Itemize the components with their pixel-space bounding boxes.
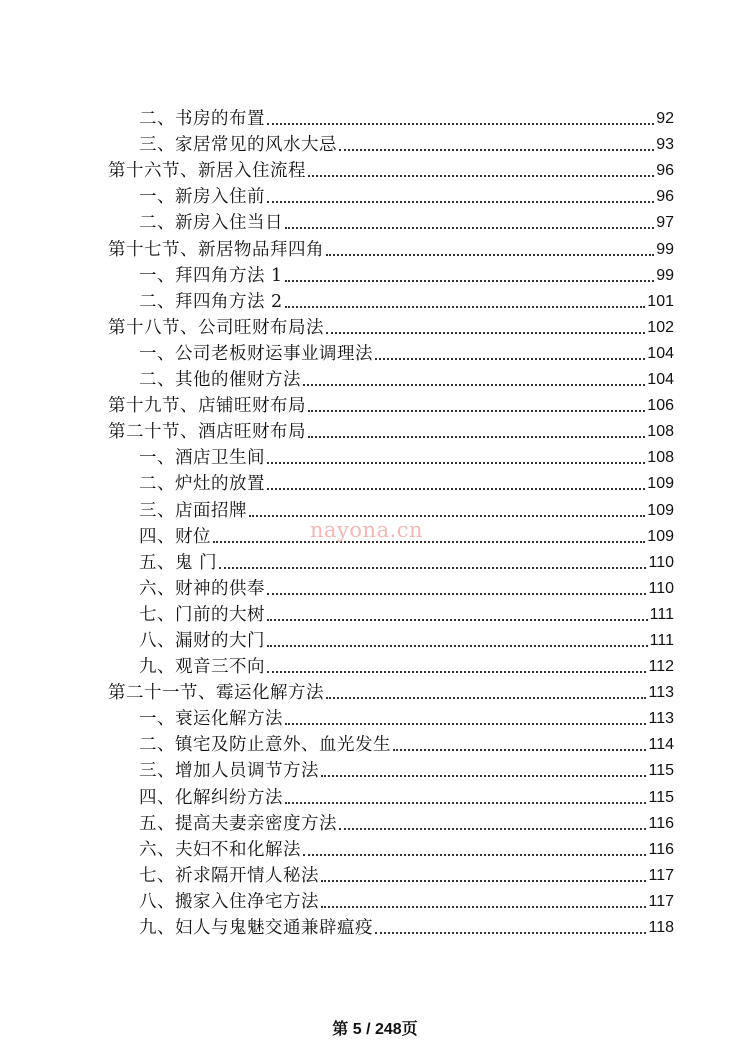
- toc-entry-page: 116: [648, 840, 674, 858]
- toc-entry-page: 108: [647, 423, 674, 441]
- page-footer: 第 5 / 248页: [332, 1021, 418, 1038]
- toc-dot-leader: [303, 854, 646, 856]
- toc-dot-leader: [267, 645, 648, 647]
- toc-entry-title: 二、其他的催财方法: [139, 370, 301, 391]
- toc-entry[interactable]: [108, 756, 674, 782]
- toc-entry-title: 三、店面招牌: [139, 500, 247, 521]
- toc-dot-leader: [375, 358, 645, 360]
- toc-entry-title: 八、搬家入住净宅方法: [139, 891, 319, 912]
- toc-entry[interactable]: [108, 365, 674, 391]
- toc-entry-title: 一、新房入住前: [139, 187, 265, 208]
- toc-entry-title: 第二十节、酒店旺财布局: [108, 422, 306, 443]
- toc-dot-leader: [285, 306, 646, 308]
- toc-entry-title: 五、鬼 门: [139, 552, 218, 573]
- toc-dot-leader: [308, 436, 645, 438]
- toc-entry[interactable]: [108, 704, 674, 730]
- toc-entry-page: 115: [648, 762, 674, 780]
- toc-entry[interactable]: [108, 809, 674, 835]
- toc-dot-leader: [326, 697, 646, 699]
- toc-entry[interactable]: [108, 782, 674, 808]
- toc-entry-page: 111: [649, 605, 674, 623]
- toc-entry[interactable]: [108, 835, 674, 861]
- toc-entry-title: 七、门前的大树: [139, 604, 265, 625]
- toc-entry-title: 二、新房入住当日: [139, 213, 283, 234]
- toc-entry-title: 六、财神的供奉: [139, 578, 265, 599]
- toc-entry[interactable]: [108, 730, 674, 756]
- toc-dot-leader: [321, 880, 646, 882]
- toc-entry-title: 三、家居常见的风水大忌: [139, 135, 337, 156]
- toc-entry-page: 110: [648, 579, 674, 597]
- toc-entry-page: 92: [656, 110, 674, 128]
- toc-dot-leader: [267, 123, 654, 125]
- toc-dot-leader: [267, 593, 646, 595]
- toc-entry[interactable]: [108, 861, 674, 887]
- toc-entry-title: 第十九节、店铺旺财布局: [108, 396, 306, 417]
- toc-entry[interactable]: [108, 391, 674, 417]
- toc-entry[interactable]: [108, 417, 674, 443]
- toc-entry-title: 第二十一节、霉运化解方法: [108, 683, 324, 704]
- toc-entry[interactable]: [108, 287, 674, 313]
- toc-entry[interactable]: [108, 469, 674, 495]
- toc-entry-page: 110: [648, 553, 674, 571]
- toc-entry-page: 109: [647, 501, 674, 519]
- toc-entry-title: 八、漏财的大门: [139, 630, 265, 651]
- toc-entry-title: 一、衰运化解方法: [139, 709, 283, 730]
- toc-entry-page: 96: [656, 162, 674, 180]
- toc-dot-leader: [339, 828, 646, 830]
- toc-entry[interactable]: [108, 182, 674, 208]
- toc-entry-page: 109: [647, 475, 674, 493]
- toc-entry[interactable]: [108, 313, 674, 339]
- toc-dot-leader: [321, 906, 646, 908]
- toc-dot-leader: [285, 723, 646, 725]
- toc-entry-title: 第十七节、新居物品拜四角: [108, 239, 324, 260]
- toc-entry-page: 97: [656, 214, 674, 232]
- toc-entry-title: 一、拜四角方法 1: [139, 265, 283, 286]
- toc-entry[interactable]: [108, 887, 674, 913]
- toc-dot-leader: [303, 384, 645, 386]
- toc-entry[interactable]: [108, 234, 674, 260]
- toc-entry-title: 六、夫妇不和化解法: [139, 839, 301, 860]
- toc-entry-title: 二、拜四角方法 2: [139, 291, 283, 312]
- toc-entry-title: 一、酒店卫生间: [139, 448, 265, 469]
- toc-entry[interactable]: [108, 913, 674, 939]
- toc-dot-leader: [285, 227, 654, 229]
- toc-entry[interactable]: [108, 156, 674, 182]
- toc-entry-page: 104: [647, 344, 674, 362]
- toc-entry-page: 106: [647, 397, 674, 415]
- toc-entry[interactable]: [108, 443, 674, 469]
- toc-entry-title: 七、祈求隔开情人秘法: [139, 865, 319, 886]
- toc-entry-title: 二、书房的布置: [139, 109, 265, 130]
- toc-entry-page: 118: [648, 919, 674, 936]
- toc-dot-leader: [213, 541, 645, 543]
- toc-entry-page: 114: [648, 736, 674, 754]
- toc-entry-page: 113: [648, 710, 674, 728]
- toc-dot-leader: [219, 567, 646, 569]
- watermark: nayona.cn: [310, 518, 424, 542]
- toc-entry-title: 九、妇人与鬼魅交通兼辟瘟疫: [139, 918, 373, 938]
- toc-entry-page: 109: [647, 527, 674, 545]
- toc-entry-page: 99: [656, 266, 674, 284]
- toc-dot-leader: [339, 149, 654, 151]
- toc-entry[interactable]: [108, 130, 674, 156]
- toc-entry[interactable]: [108, 678, 674, 704]
- toc-dot-leader: [393, 749, 646, 751]
- toc-entry-page: 115: [648, 788, 674, 806]
- toc-dot-leader: [308, 410, 645, 412]
- toc-entry-page: 101: [647, 292, 674, 310]
- toc-entry-page: 112: [648, 658, 674, 676]
- toc-entry[interactable]: [108, 208, 674, 234]
- toc-entry-title: 第十八节、公司旺财布局法: [108, 317, 324, 338]
- toc-dot-leader: [285, 802, 646, 804]
- toc-entry[interactable]: [108, 548, 674, 574]
- toc-dot-leader: [308, 175, 654, 177]
- toc-entry[interactable]: [108, 104, 674, 130]
- toc-dot-leader: [326, 332, 645, 334]
- toc-dot-leader: [375, 932, 646, 934]
- toc-entry[interactable]: [108, 261, 674, 287]
- toc-entry-page: 99: [656, 240, 674, 258]
- toc-dot-leader: [326, 254, 654, 256]
- toc-entry[interactable]: [108, 626, 674, 652]
- toc-entry[interactable]: [108, 652, 674, 678]
- toc-entry-page: 104: [647, 371, 674, 389]
- toc-entry-title: 五、提高夫妻亲密度方法: [139, 813, 337, 834]
- toc-entry-page: 117: [648, 892, 674, 910]
- toc-dot-leader: [285, 280, 655, 282]
- toc-entry-page: 93: [656, 136, 674, 154]
- toc-entry-page: 116: [648, 814, 674, 832]
- toc-entry[interactable]: [108, 574, 674, 600]
- toc-entry-title: 二、镇宅及防止意外、血光发生: [139, 735, 391, 756]
- toc-entry-title: 三、增加人员调节方法: [139, 761, 319, 782]
- toc-entry-title: 第十六节、新居入住流程: [108, 161, 306, 182]
- toc-dot-leader: [267, 671, 646, 673]
- toc-entry-page: 113: [648, 684, 674, 702]
- toc-entry-page: 96: [656, 188, 674, 206]
- toc-entry-title: 四、财位: [139, 526, 211, 547]
- toc-dot-leader: [267, 201, 654, 203]
- toc-entry-page: 102: [647, 318, 674, 336]
- toc-entry-page: 117: [648, 866, 674, 884]
- toc-dot-leader: [267, 488, 645, 490]
- toc-entry-title: 九、观音三不向: [139, 657, 265, 678]
- toc-entry[interactable]: [108, 339, 674, 365]
- toc-dot-leader: [249, 515, 645, 517]
- toc-entry-page: 108: [647, 449, 674, 467]
- toc-entry-title: 四、化解纠纷方法: [139, 787, 283, 808]
- toc-entry[interactable]: [108, 600, 674, 626]
- toc-entry-title: 二、炉灶的放置: [139, 474, 265, 495]
- toc-entry-title: 一、公司老板财运事业调理法: [139, 343, 373, 364]
- toc-dot-leader: [267, 462, 645, 464]
- toc-entry-page: 111: [649, 631, 674, 649]
- toc-dot-leader: [321, 775, 646, 777]
- toc-dot-leader: [267, 619, 648, 621]
